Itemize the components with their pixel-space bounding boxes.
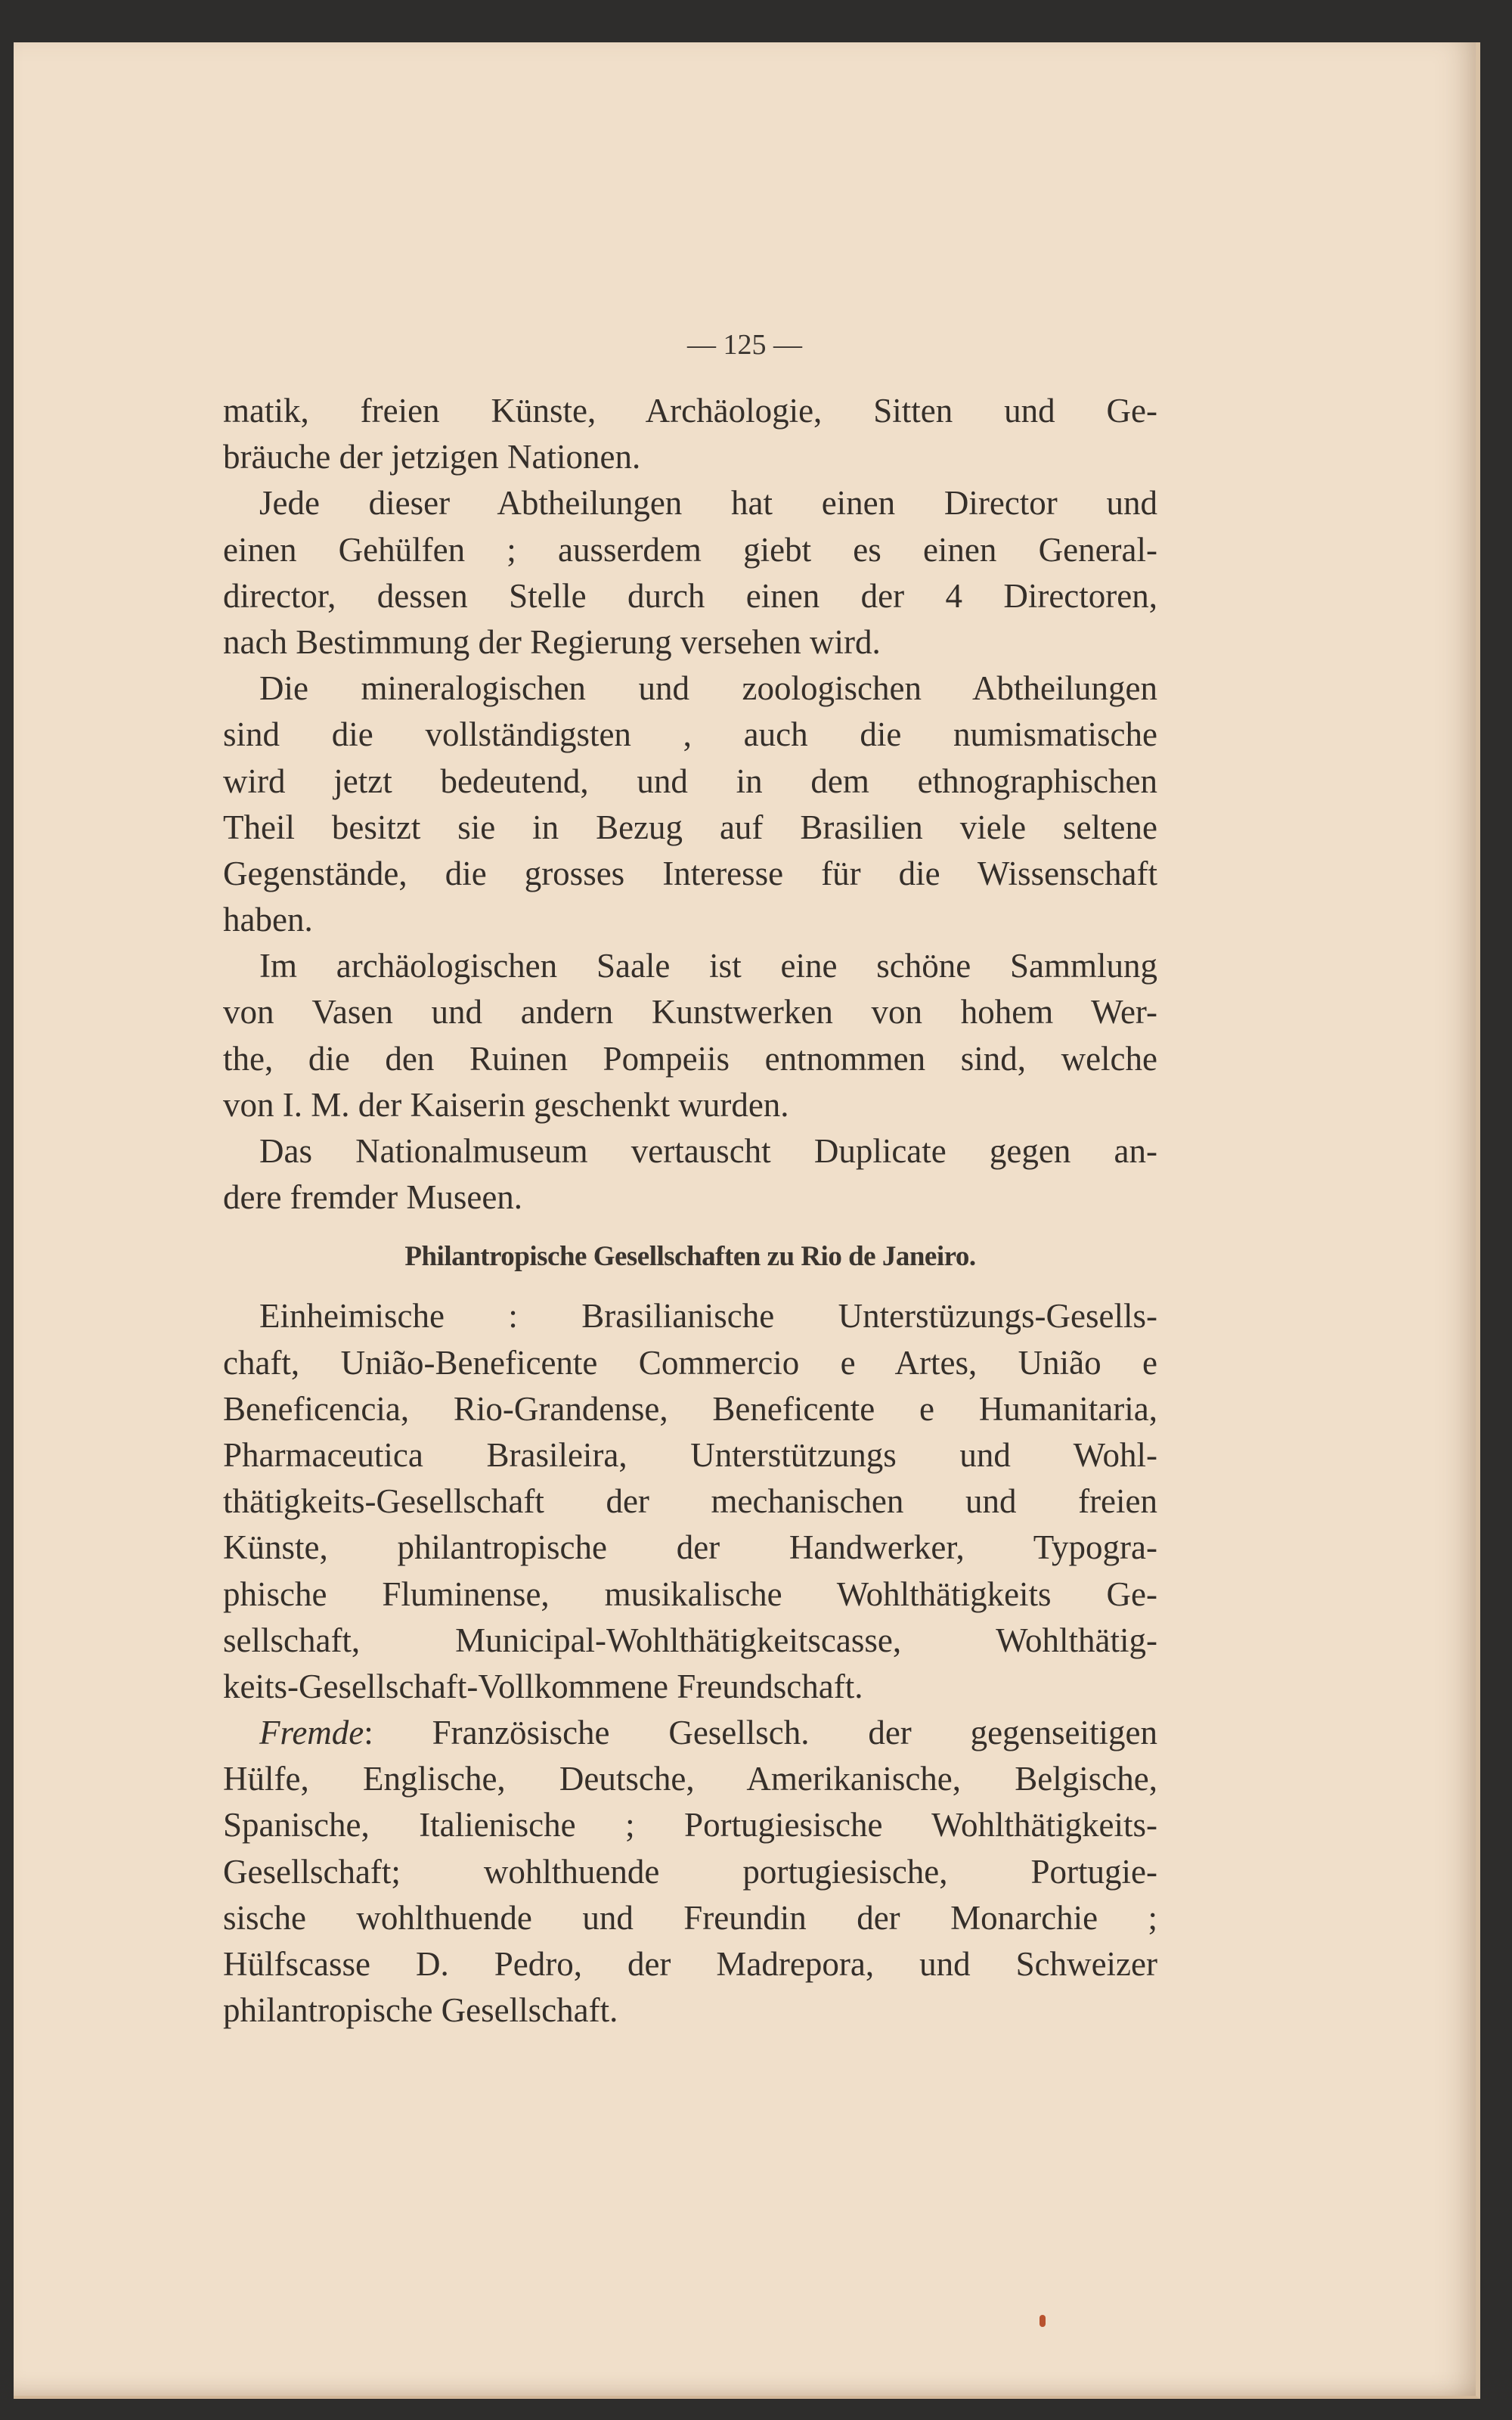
fremde-line-text: : Französische Gesellsch. der gegenseitigen: [364, 1714, 1157, 1752]
paragraph-line: Theil besitzt sie in Bezug auf Brasilien viele seltene: [223, 808, 1157, 846]
fremde-label: Fremde: [259, 1714, 364, 1752]
page-body: [223, 388, 1157, 2034]
einheimische-line: thätigkeits-Gesellschaft der mechanischen und freien: [223, 1482, 1157, 1521]
paragraph-line: nach Bestimmung der Regierung versehen wird.: [223, 622, 881, 661]
paper-speck: [1040, 2315, 1046, 2327]
einheimische-line: Beneficencia, Rio-Grandense, Beneficente e Humanitaria,: [223, 1389, 1157, 1428]
einheimische-line-text: : Brasilianische Unterstüzungs-Gesells-: [508, 1297, 1157, 1336]
einheimische-first-line: [223, 1293, 1157, 1339]
fremde-line: sische wohlthuende und Freundin der Monarchie ;: [223, 1898, 1157, 1937]
einheimische-line: chaft, União-Beneficente Commercio e Artes, União e: [223, 1343, 1157, 1382]
paragraph-line: von I. M. der Kaiserin geschenkt wurden.: [223, 1085, 789, 1124]
page-number: — 125 —: [687, 329, 802, 361]
einheimische-line: Pharmaceutica Brasileira, Unterstützungs und Wohl-: [223, 1435, 1157, 1474]
section-heading: Philantropische Gesellschaften zu Rio de Janeiro.: [404, 1241, 976, 1273]
paragraph-line: dere fremder Museen.: [223, 1178, 523, 1217]
paragraph-line: Im archäologischen Saale ist eine schöne Sammlung: [259, 947, 1157, 985]
fremde-first-line: [223, 1710, 1157, 1756]
paragraph-line: matik, freien Künste, Archäologie, Sitten und Ge-: [223, 392, 1157, 430]
paragraph-line: sind die vollständigsten , auch die numismatische: [223, 715, 1157, 754]
paragraph-line: the, die den Ruinen Pompeiis entnommen sind, welche: [223, 1039, 1157, 1078]
book-page: [14, 42, 1480, 2399]
paragraph-line: von Vasen und andern Kunstwerken von hohem Wer-: [223, 993, 1157, 1032]
einheimische-line: phische Fluminense, musikalische Wohlthätigkeits Ge-: [223, 1575, 1157, 1613]
fremde-line: philantropische Gesellschaft.: [223, 1991, 618, 2030]
einheimische-line: keits-Gesellschaft-Vollkommene Freundschaft.: [223, 1667, 863, 1705]
paragraph-line: Die mineralogischen und zoologischen Abtheilungen: [259, 669, 1157, 708]
einheimische-line: sellschaft, Municipal-Wohlthätigkeitscasse, Wohlthätig-: [223, 1621, 1157, 1659]
fremde-line: Hülfscasse D. Pedro, der Madrepora, und Schweizer: [223, 1945, 1157, 1983]
fremde-line: Spanische, Italienische ; Portugiesische Wohlthätigkeits-: [223, 1806, 1157, 1844]
fremde-line: Hülfe, Englische, Deutsche, Amerikanische, Belgische,: [223, 1760, 1157, 1798]
paragraph-line: Jede dieser Abtheilungen hat einen Director und: [259, 484, 1157, 523]
paragraph-line: einen Gehülfen ; ausserdem giebt es einen General-: [223, 530, 1157, 569]
einheimische-line: Künste, philantropische der Handwerker, Typogra-: [223, 1528, 1157, 1567]
paragraph-line: director, dessen Stelle durch einen der 4 Directoren,: [223, 576, 1157, 615]
paragraph-line: haben.: [223, 901, 313, 939]
fremde-line: Gesellschaft; wohlthuende portugiesische, Portugie-: [223, 1852, 1157, 1891]
paragraph-line: Das Nationalmuseum vertauscht Duplicate gegen an-: [259, 1132, 1157, 1170]
paragraph-line: Gegenstände, die grosses Interesse für die Wissenschaft: [223, 854, 1157, 892]
einheimische-label: Einheimische: [259, 1297, 445, 1336]
paragraph-line: wird jetzt bedeutend, und in dem ethnographischen: [223, 762, 1157, 800]
paragraph-line: bräuche der jetzigen Nationen.: [223, 438, 641, 476]
